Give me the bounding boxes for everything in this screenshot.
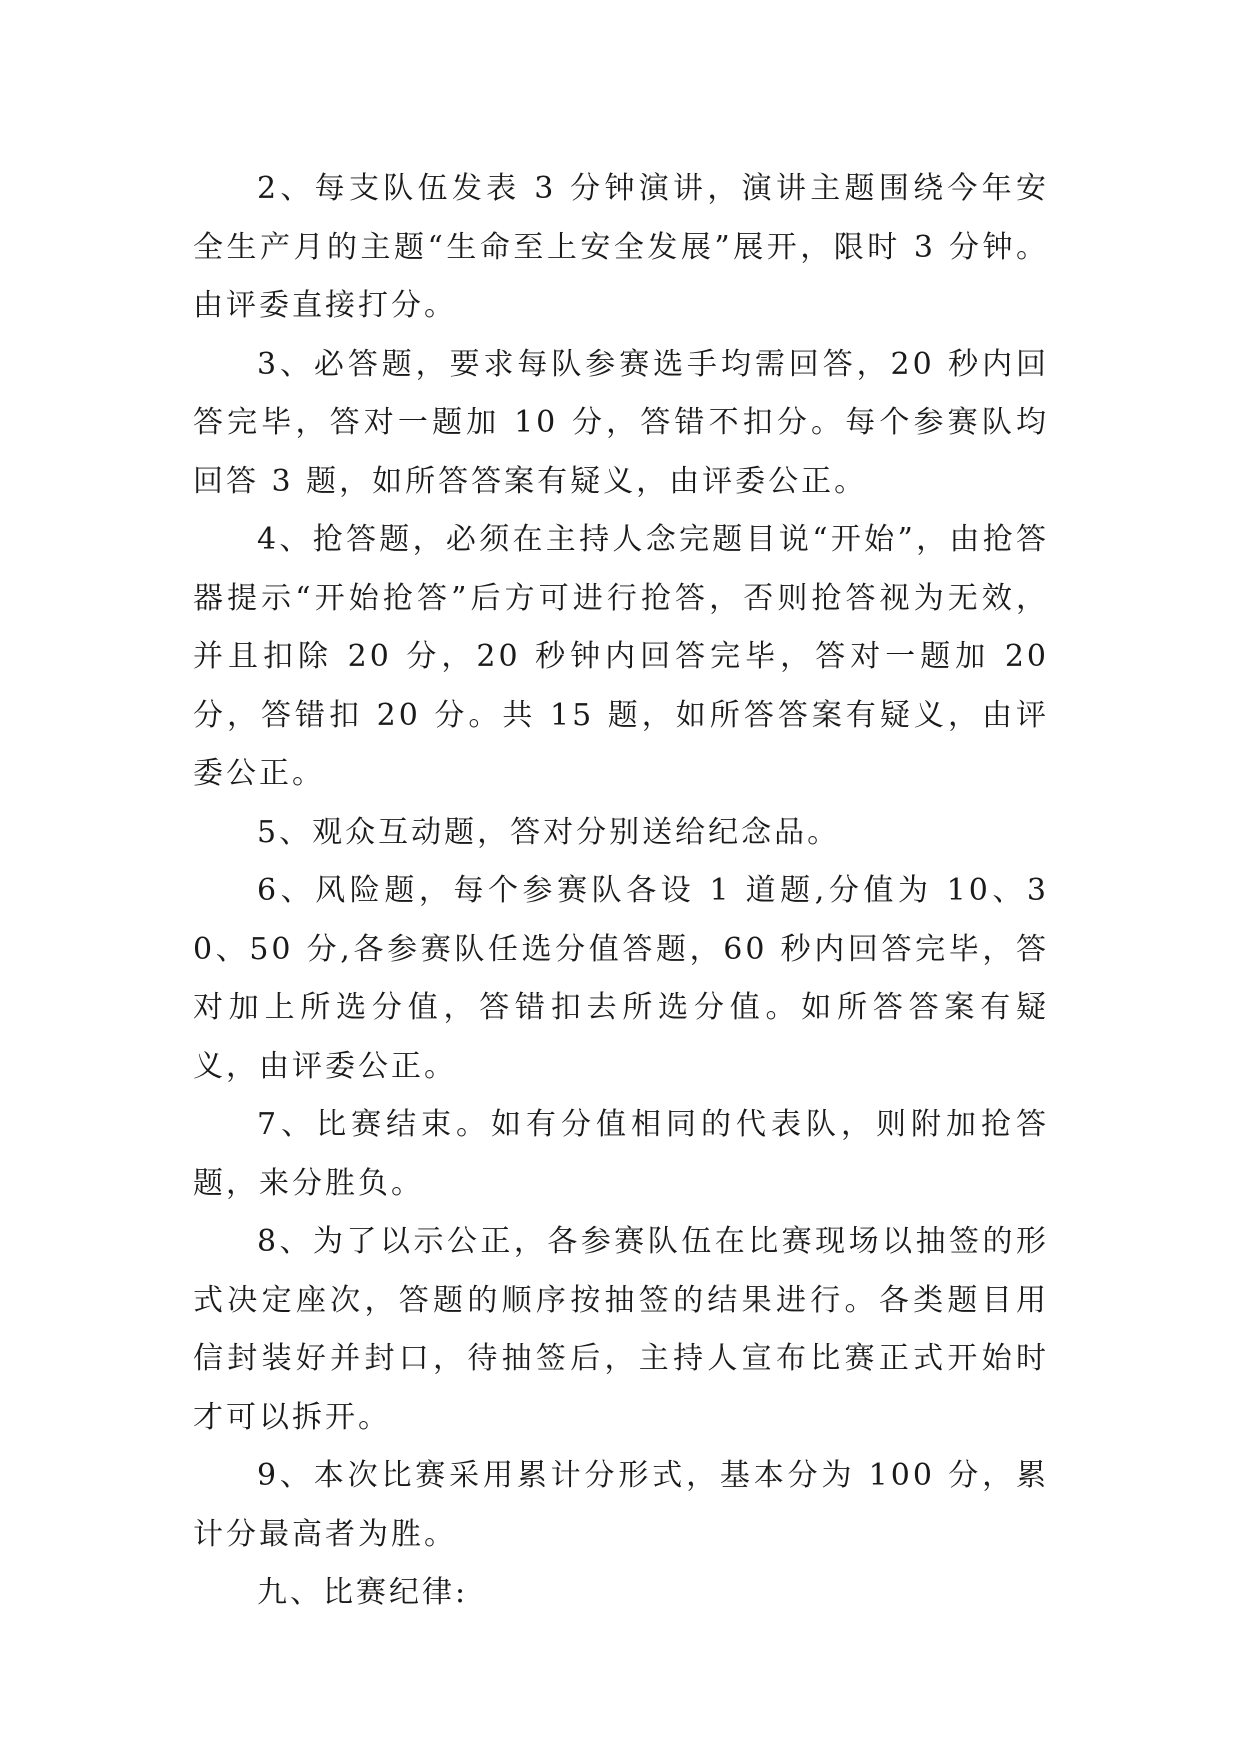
paragraph-rule-4: 4、抢答题，必须在主持人念完题目说“开始”，由抢答器提示“开始抢答”后方可进行抢答，否则抢答视为无效，并且扣除 20 分，20 秒钟内回答完毕，答对一题加 20 分，答错扣 20 分。共 15 题，如所答答案有疑义，由评委公正。 — [193, 522, 1049, 791]
paragraph-rule-8: 8、为了以示公正，各参赛队伍在比赛现场以抽签的形式决定座次，答题的顺序按抽签的结果进行。各类题目用信封装好并封口，待抽签后，主持人宣布比赛正式开始时才可以拆开。 — [193, 1224, 1049, 1435]
paragraph-rule-3: 3、必答题，要求每队参赛选手均需回答，20 秒内回答完毕，答对一题加 10 分，答错不扣分。每个参赛队均回答 3 题，如所答答案有疑义，由评委公正。 — [193, 346, 1049, 499]
paragraph-rule-9: 9、本次比赛采用累计分形式，基本分为 100 分，累计分最高者为胜。 — [193, 1458, 1049, 1552]
paragraph-rule-2: 2、每支队伍发表 3 分钟演讲，演讲主题围绕今年安全生产月的主题“生命至上安全发展”展开，限时 3 分钟。由评委直接打分。 — [193, 171, 1049, 323]
section-heading-discipline: 九、比赛纪律: — [257, 1575, 469, 1610]
paragraph-rule-7: 7、比赛结束。如有分值相同的代表队，则附加抢答题，来分胜负。 — [193, 1107, 1049, 1201]
paragraph-rule-5: 5、观众互动题，答对分别送给纪念品。 — [257, 814, 841, 850]
paragraph-rule-6: 6、风险题，每个参赛队各设 1 道题,分值为 10、30、50 分,各参赛队任选分值答题，60 秒内回答完毕，答对加上所选分值，答错扣去所选分值。如所答答案有疑义，由评委公正。 — [193, 873, 1049, 1084]
document-body — [193, 160, 1049, 1623]
